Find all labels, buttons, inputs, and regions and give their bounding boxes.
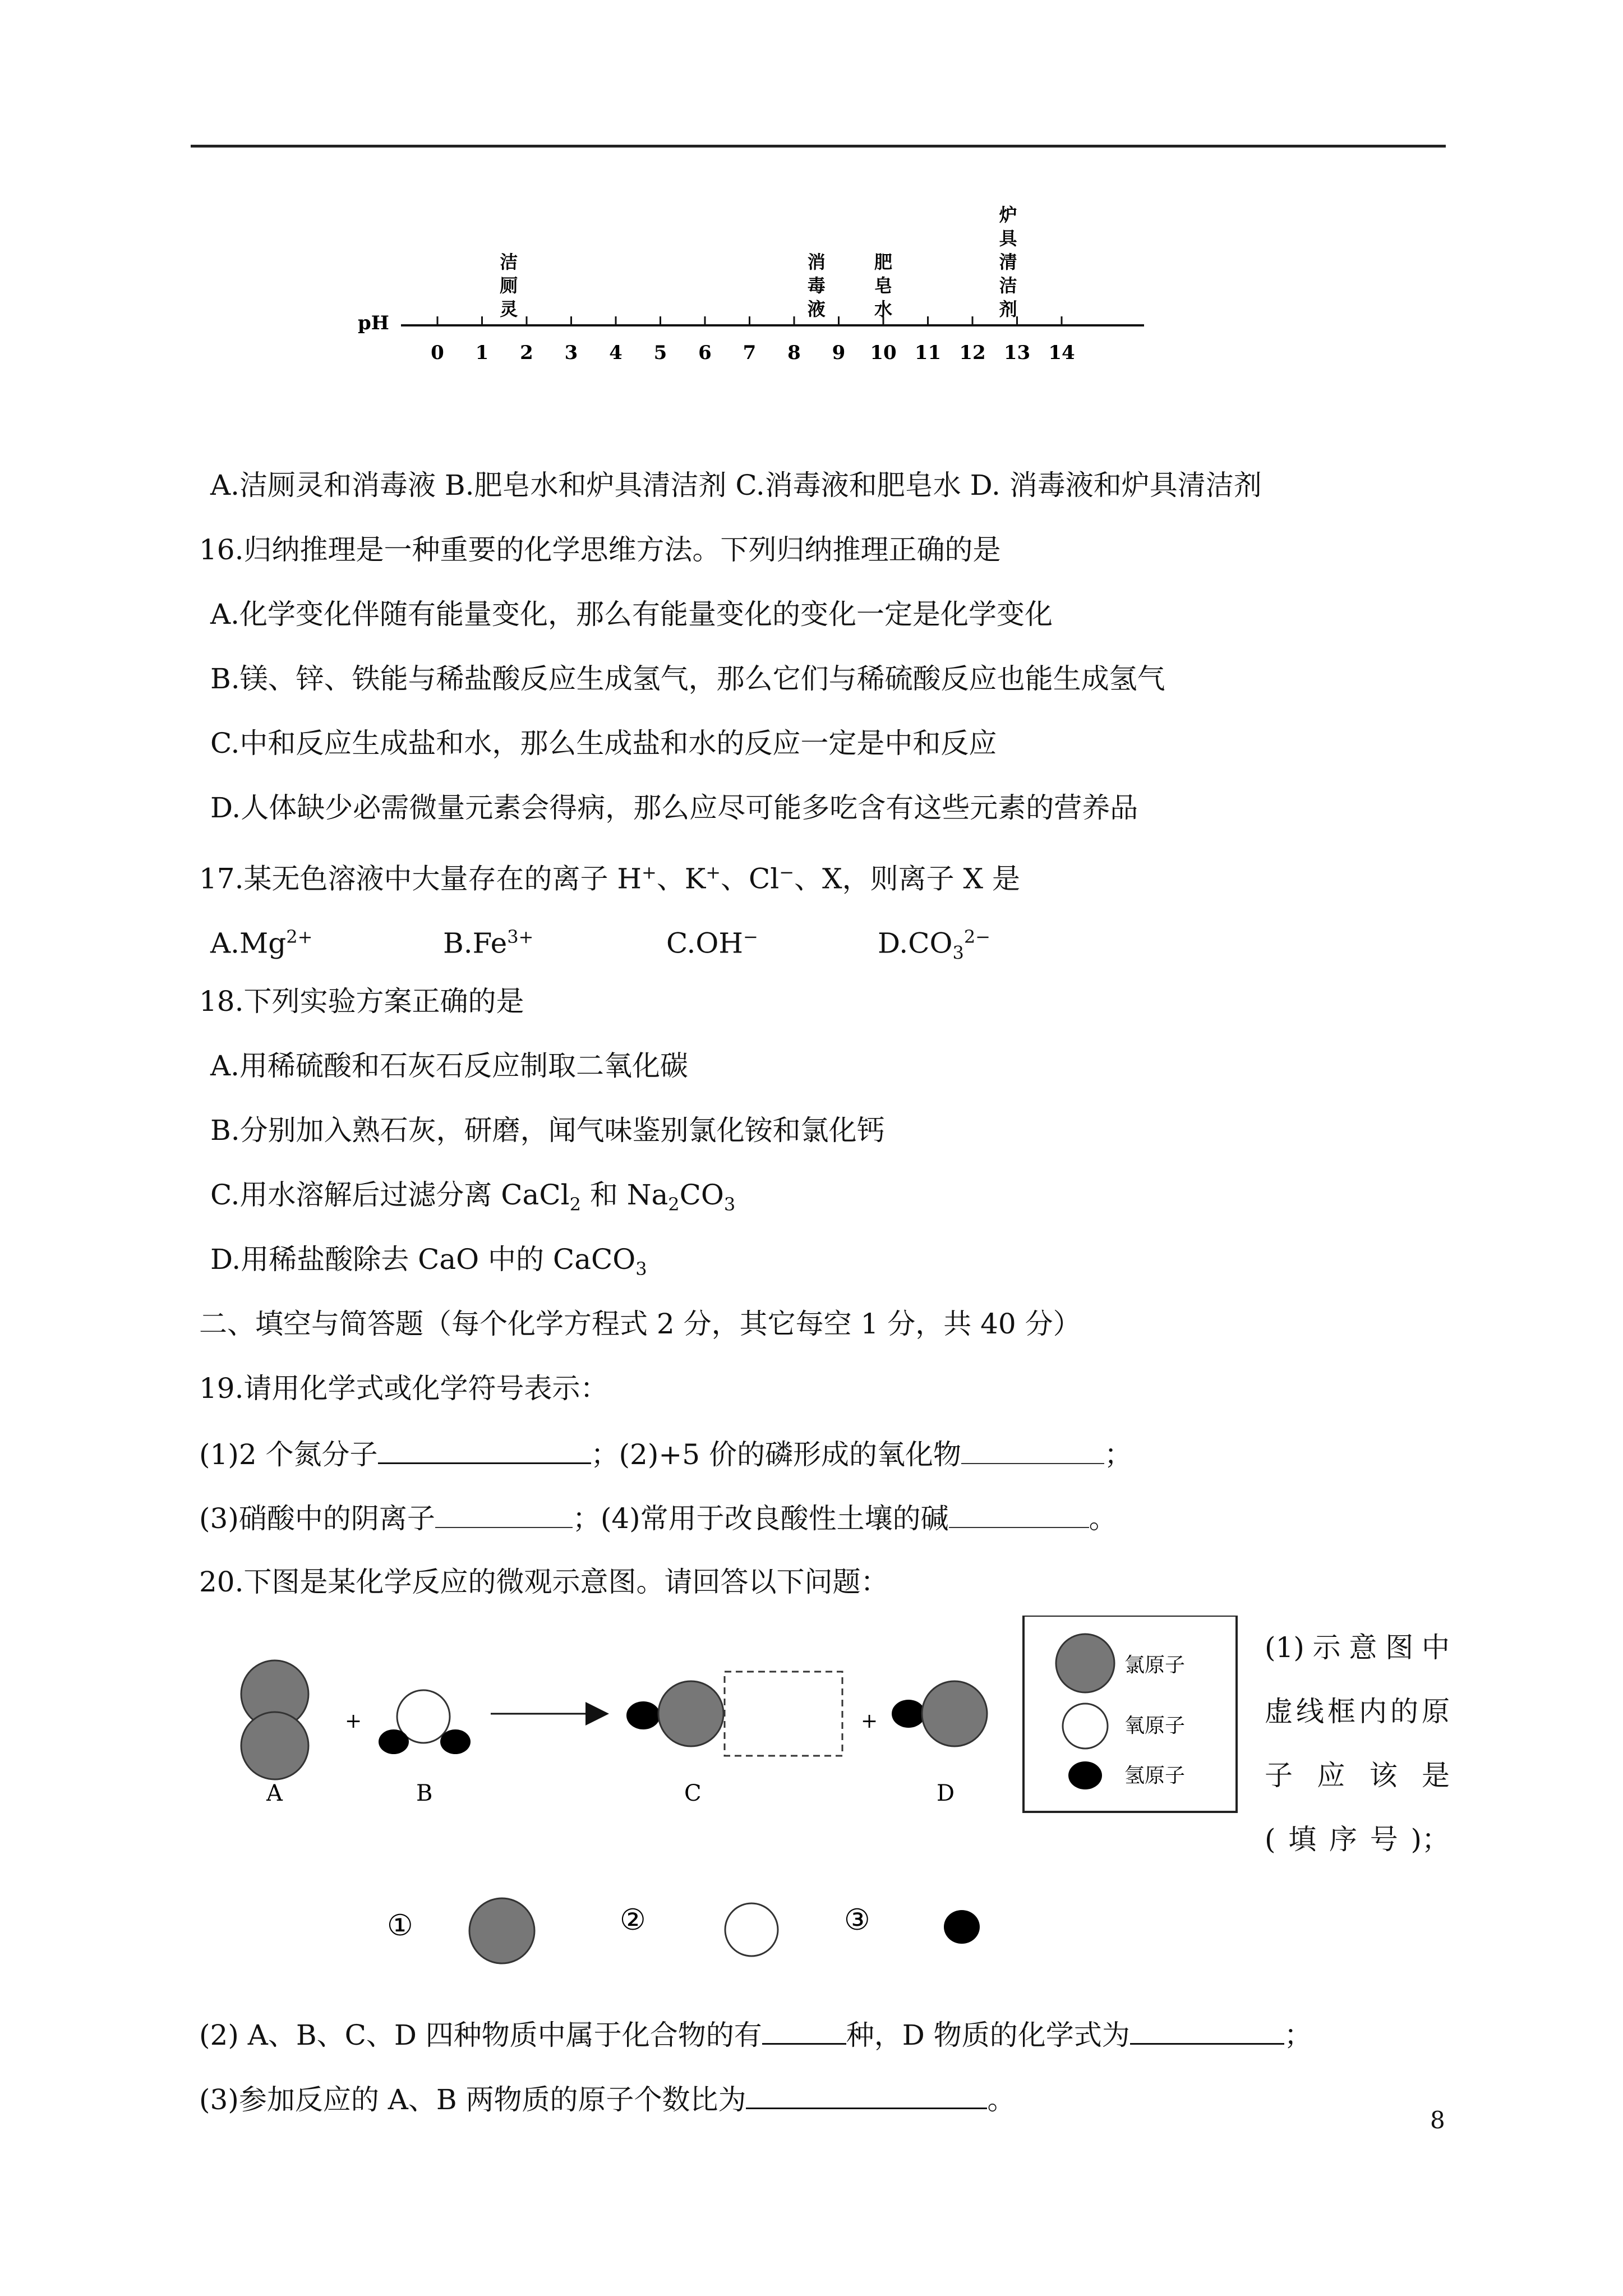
- choice-label-1: ①: [387, 1909, 413, 1943]
- q18-stem: 18.下列实验方案正确的是: [199, 985, 524, 1018]
- ph-marker-char: 灵: [500, 298, 518, 320]
- answer-blank[interactable]: [961, 1434, 1104, 1464]
- ph-tick-label: 4: [609, 342, 623, 364]
- choice-3-hydrogen[interactable]: [944, 1910, 980, 1944]
- ph-marker-消毒液: [808, 251, 826, 320]
- ph-tick-label: 0: [431, 342, 444, 364]
- ph-marker-肥皂水: [874, 251, 892, 320]
- hydrogen-atom: [440, 1729, 471, 1754]
- ph-marker-洁厕灵: [500, 251, 518, 320]
- ph-tick-label: 10: [870, 342, 897, 364]
- q18-option-b: B.分别加入熟石灰，研磨，闻气味鉴别氯化铵和氯化钙: [210, 1114, 885, 1147]
- molecule-label-c: C: [684, 1780, 702, 1806]
- q16-option-b: B.镁、锌、铁能与稀盐酸反应生成氢气，那么它们与稀硫酸反应也能生成氢气: [210, 662, 1165, 695]
- ph-tick-label: 2: [520, 342, 533, 364]
- choice-1-chlorine[interactable]: [469, 1898, 534, 1963]
- legend-chlorine-swatch: [1056, 1634, 1114, 1692]
- answer-choices: [387, 1898, 980, 1963]
- q19-line-1: (1)2 个氮分子 ；(2)+5 价的磷形成的氧化物 ；: [199, 1433, 1132, 1474]
- hydrogen-atom: [379, 1729, 409, 1754]
- answer-blank[interactable]: [949, 1498, 1089, 1528]
- ph-tick-label: 11: [914, 342, 942, 364]
- answer-blank[interactable]: [746, 2078, 987, 2109]
- ph-axis-label: pH: [358, 312, 389, 334]
- choice-2-oxygen[interactable]: [725, 1903, 778, 1956]
- ph-tick-label: 9: [832, 342, 846, 364]
- reaction-diagram: [213, 1616, 1245, 1980]
- legend-oxygen-swatch: [1063, 1704, 1108, 1749]
- answer-blank[interactable]: [378, 1433, 591, 1464]
- q18-option-c: C.用水溶解后过滤分离 CaCl$_2$ 和 $Na_2CO_3$: [210, 1179, 736, 1215]
- ph-tick-label: 6: [698, 342, 712, 364]
- answer-blank[interactable]: [762, 2014, 846, 2045]
- hydrogen-atom: [892, 1700, 925, 1728]
- ph-marker-char: 洁: [999, 275, 1017, 296]
- section-two-heading: 二、填空与简答题（每个化学方程式 2 分，其它每空 1 分，共 40 分）: [199, 1308, 1081, 1340]
- ph-tick-label: 12: [959, 342, 986, 364]
- q16-stem: 16.归纳推理是一种重要的化学思维方法。下列归纳推理正确的是: [199, 533, 1001, 566]
- q20-part2: (2) A、B、C、D 四种物质中属于化合物的有 种，D 物质的化学式为 ；: [199, 2014, 1312, 2055]
- ph-tick-label: 8: [787, 342, 801, 364]
- chlorine-atom: [241, 1712, 308, 1779]
- legend-hydrogen-label: 氢原子: [1124, 1764, 1186, 1787]
- q17-option-c: C.OH−: [666, 926, 758, 960]
- answer-blank[interactable]: [435, 1498, 573, 1528]
- q19-stem: 19.请用化学式或化学符号表示：: [199, 1372, 608, 1405]
- atom-legend: [1023, 1616, 1237, 1812]
- ph-marker-char: 清: [999, 251, 1017, 273]
- q19-line-2: (3)硝酸中的阴离子 ；(4)常用于改良酸性土壤的碱 。: [199, 1498, 1117, 1538]
- ph-tick-label: 3: [564, 342, 578, 364]
- ph-marker-char: 炉: [999, 204, 1017, 226]
- legend-hydrogen-swatch: [1068, 1761, 1102, 1789]
- q20-part3: (3)参加反应的 A、B 两物质的原子个数比为 。: [199, 2078, 1015, 2119]
- ph-tick-label: 1: [475, 342, 489, 364]
- choice-label-2: ②: [620, 1903, 646, 1937]
- q20-stem: 20.下图是某化学反应的微观示意图。请回答以下问题：: [199, 1566, 889, 1598]
- answer-blank[interactable]: [1130, 2014, 1284, 2045]
- q17-stem: 17.某无色溶液中大量存在的离子 H+、K+、Cl−、X，则离子 X 是: [199, 862, 1021, 895]
- legend-oxygen-label: 氧原子: [1124, 1714, 1186, 1737]
- ph-marker-char: 剂: [999, 298, 1017, 320]
- q16-option-d: D.人体缺少必需微量元素会得病，那么应尽可能多吃含有这些元素的营养品: [210, 792, 1138, 824]
- molecule-c: [626, 1672, 842, 1756]
- molecule-b: [379, 1690, 471, 1754]
- ph-marker-char: 液: [807, 298, 826, 320]
- ph-marker-char: 皂: [874, 275, 893, 296]
- q16-option-a: A.化学变化伴随有能量变化，那么有能量变化的变化一定是化学变化: [210, 598, 1053, 631]
- ph-scale-figure: [348, 185, 1166, 370]
- q15-options: A.洁厕灵和消毒液 B.肥皂水和炉具清洁剂 C.消毒液和肥皂水 D. 消毒液和炉具清洁剂: [210, 469, 1262, 501]
- page-number: 8: [1430, 2106, 1445, 2134]
- ph-tick-label: 5: [653, 342, 667, 364]
- chlorine-atom: [658, 1681, 723, 1746]
- molecule-a: [241, 1660, 308, 1779]
- q17-option-b: $B.Fe^{3+}$: [443, 926, 534, 960]
- q18-option-a: A.用稀硫酸和石灰石反应制取二氧化碳: [210, 1050, 689, 1082]
- chlorine-atom: [922, 1681, 987, 1746]
- unknown-atom-dashed-box: [725, 1672, 842, 1756]
- ph-tick-label: 7: [743, 342, 757, 364]
- ph-tick-label: 14: [1048, 342, 1075, 364]
- q16-option-c: C.中和反应生成盐和水，那么生成盐和水的反应一定是中和反应: [210, 727, 997, 760]
- molecule-label-b: B: [416, 1780, 433, 1806]
- hydrogen-atom: [626, 1701, 660, 1729]
- q17-option-d: $D.CO_3^{2-}$: [878, 926, 990, 964]
- ph-marker-char: 水: [874, 298, 893, 320]
- ph-marker-char: 肥: [874, 251, 893, 273]
- ph-tick-label: 13: [1003, 342, 1031, 364]
- ph-marker-char: 毒: [807, 275, 826, 296]
- legend-chlorine-label: 氯原子: [1124, 1654, 1186, 1677]
- q18-option-d: D.用稀盐酸除去 CaO 中的 CaCO$_3$: [210, 1243, 647, 1280]
- ph-marker-char: 厕: [500, 275, 518, 296]
- ph-marker-char: 具: [999, 228, 1017, 249]
- header-rule: [191, 145, 1446, 148]
- ph-marker-char: 消: [807, 251, 826, 273]
- plus-sign: +: [861, 1710, 878, 1733]
- q20-part1-text: (1)示意图中 虚线框内的原 子应该是 (填序号)；: [1265, 1631, 1450, 1856]
- ph-marker-炉具清洁剂: [999, 204, 1018, 320]
- choice-label-3: ③: [844, 1903, 870, 1937]
- plus-sign: +: [345, 1710, 362, 1733]
- molecule-label-d: D: [937, 1780, 955, 1806]
- molecule-label-a: A: [266, 1780, 283, 1806]
- ph-marker-char: 洁: [500, 251, 518, 273]
- q17-option-a: $A.Mg^{2+}$: [210, 926, 313, 960]
- molecule-d: [892, 1681, 987, 1746]
